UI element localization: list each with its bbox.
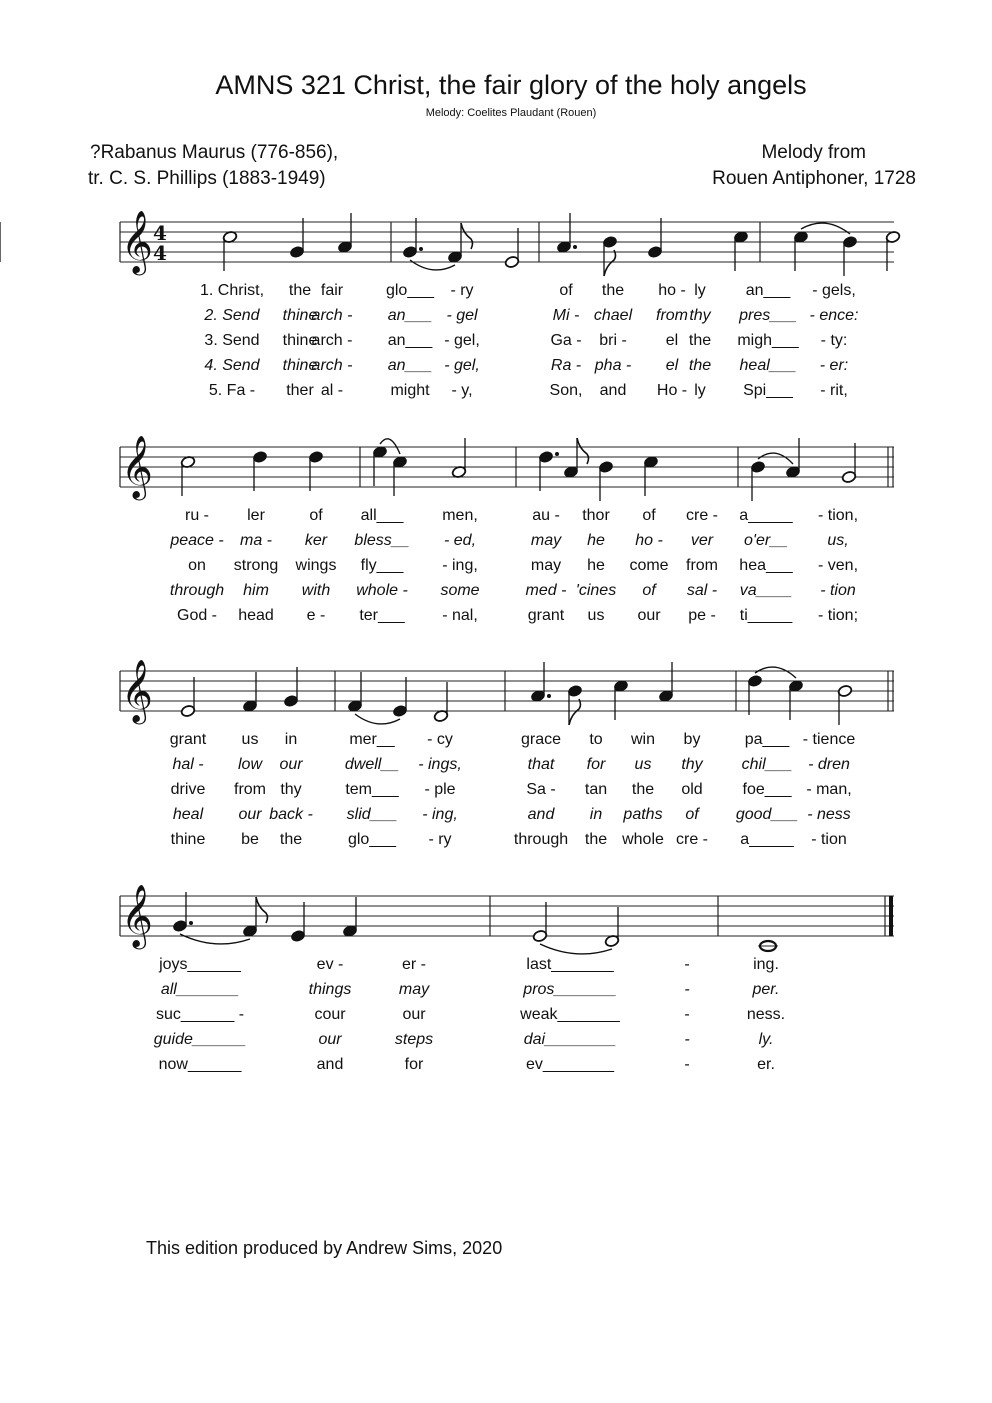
lyric-syllable: may bbox=[530, 557, 562, 574]
lyric-syllable: heal bbox=[172, 806, 204, 823]
music-credit-line-1: Melody from bbox=[761, 142, 866, 163]
eighth-flag bbox=[577, 438, 589, 464]
lyric-syllable: e - bbox=[306, 607, 326, 624]
lyric-syllable: us bbox=[241, 731, 259, 748]
lyric-syllable: the bbox=[584, 831, 608, 848]
lyric-syllable: 5. Fa - bbox=[208, 382, 256, 399]
treble-clef-icon: 𝄞 bbox=[121, 435, 153, 498]
lyric-syllable: the bbox=[601, 282, 625, 299]
lyric-syllable: - gel, bbox=[444, 357, 480, 374]
lyric-syllable: and bbox=[599, 382, 627, 399]
lyric-syllable: hea___ bbox=[739, 557, 793, 574]
lyric-syllable: - ry bbox=[450, 282, 474, 299]
lyric-syllable: our bbox=[318, 1031, 342, 1048]
lyric-syllable: sal - bbox=[686, 582, 718, 599]
lyric-syllable: ly. bbox=[758, 1031, 774, 1048]
lyric-syllable: - ing, bbox=[442, 557, 478, 574]
augmentation-dot bbox=[555, 452, 559, 456]
lyric-syllable: glo___ bbox=[347, 831, 397, 848]
lyric-syllable: el bbox=[665, 332, 679, 349]
lyric-syllable: thy bbox=[681, 756, 703, 773]
lyric-syllable: thy bbox=[689, 307, 711, 324]
lyric-syllable: ho - bbox=[635, 532, 663, 549]
lyric-syllable: grant bbox=[527, 607, 565, 624]
lyric-syllable: in bbox=[284, 731, 298, 748]
lyric-syllable: Ga - bbox=[550, 332, 582, 349]
lyric-syllable: our bbox=[238, 806, 262, 823]
lyric-syllable: 1. Christ, bbox=[199, 282, 265, 299]
lyric-syllable: - tion, bbox=[817, 507, 859, 524]
treble-clef-icon: 𝄞 bbox=[121, 210, 153, 273]
lyric-syllable: from bbox=[656, 307, 688, 324]
lyric-syllable: last_______ bbox=[526, 956, 614, 973]
lyric-syllable: come bbox=[629, 557, 669, 574]
lyric-syllable: he bbox=[587, 532, 605, 549]
lyric-syllable: peace - bbox=[170, 532, 224, 549]
lyric-syllable: for bbox=[586, 756, 606, 773]
music-credit-line-2: Rouen Antiphoner, 1728 bbox=[712, 168, 916, 189]
lyric-syllable: thy bbox=[280, 781, 302, 798]
lyric-syllable: pa___ bbox=[744, 731, 790, 748]
lyric-syllable: men, bbox=[442, 507, 478, 524]
lyric-syllable: ing. bbox=[753, 956, 779, 973]
lyric-syllable: some bbox=[440, 582, 480, 599]
staff-system-3 bbox=[0, 641, 992, 741]
lyric-syllable: weak_______ bbox=[520, 1006, 620, 1023]
lyric-syllable: cre - bbox=[676, 831, 708, 848]
lyric-syllable: pres___ bbox=[739, 307, 797, 324]
lyric-syllable: wings bbox=[295, 557, 337, 574]
lyric-syllable: - gel bbox=[446, 307, 478, 324]
lyric-syllable: - nal, bbox=[442, 607, 478, 624]
lyric-syllable: med - bbox=[525, 582, 567, 599]
lyric-syllable: er - bbox=[402, 956, 426, 973]
lyric-syllable: and bbox=[527, 806, 555, 823]
lyric-syllable: with bbox=[301, 582, 331, 599]
lyric-syllable: ver bbox=[690, 532, 714, 549]
lyric-syllable: and bbox=[316, 1056, 344, 1073]
lyric-syllable: tem___ bbox=[345, 781, 399, 798]
lyric-syllable: bri - bbox=[599, 332, 627, 349]
lyric-syllable: ther bbox=[286, 382, 314, 399]
lyric-syllable: by bbox=[683, 731, 701, 748]
lyric-syllable: glo___ bbox=[385, 282, 435, 299]
slur bbox=[355, 714, 400, 724]
lyric-syllable: an___ bbox=[387, 332, 433, 349]
lyric-syllable: - bbox=[684, 981, 690, 998]
lyric-syllable: - bbox=[684, 1031, 690, 1048]
words-credit-line-2: tr. C. S. Phillips (1883-1949) bbox=[88, 168, 326, 189]
lyric-syllable: Spi___ bbox=[743, 382, 793, 399]
lyric-syllable: cour bbox=[314, 1006, 346, 1023]
lyric-syllable: might bbox=[390, 382, 430, 399]
staff-system-1 bbox=[0, 192, 992, 292]
lyric-syllable: of bbox=[559, 282, 573, 299]
lyric-syllable: 4. Send bbox=[204, 357, 260, 374]
lyric-syllable: on bbox=[188, 557, 206, 574]
lyric-syllable: va____ bbox=[739, 582, 793, 599]
lyric-syllable: al - bbox=[320, 382, 344, 399]
lyric-syllable: slid___ bbox=[346, 806, 398, 823]
lyric-syllable: thine bbox=[282, 307, 318, 324]
lyric-syllable: grace bbox=[520, 731, 562, 748]
lyric-syllable: in bbox=[589, 806, 603, 823]
lyric-syllable: God - bbox=[176, 607, 218, 624]
augmentation-dot bbox=[573, 245, 577, 249]
lyric-syllable: joys______ bbox=[159, 956, 241, 973]
lyric-syllable: - ed, bbox=[443, 532, 477, 549]
lyric-syllable: that bbox=[527, 756, 555, 773]
lyric-syllable: 3. Send bbox=[204, 332, 260, 349]
lyric-syllable: Ho - bbox=[656, 382, 688, 399]
lyric-syllable: an___ bbox=[387, 357, 433, 374]
lyric-syllable: cre - bbox=[686, 507, 718, 524]
eighth-flag bbox=[256, 897, 268, 923]
lyric-syllable: of bbox=[685, 806, 699, 823]
lyric-syllable: - ty: bbox=[820, 332, 848, 349]
lyric-syllable: grant bbox=[169, 731, 207, 748]
lyric-syllable: suc______ - bbox=[155, 1006, 245, 1023]
lyric-syllable: he bbox=[587, 557, 605, 574]
lyric-syllable: ru - bbox=[185, 507, 209, 524]
lyric-syllable: arch - bbox=[311, 307, 353, 324]
lyric-syllable: for bbox=[404, 1056, 424, 1073]
lyric-syllable: ler bbox=[247, 507, 265, 524]
lyric-syllable: low bbox=[237, 756, 263, 773]
lyric-syllable: old bbox=[681, 781, 703, 798]
lyric-syllable: us, bbox=[827, 532, 849, 549]
lyric-syllable: ly bbox=[694, 382, 706, 399]
lyric-syllable: - man, bbox=[806, 781, 852, 798]
lyric-syllable: - ing, bbox=[422, 806, 458, 823]
lyric-syllable: whole bbox=[622, 831, 664, 848]
lyric-syllable: paths bbox=[623, 806, 663, 823]
lyric-syllable: - ence: bbox=[809, 307, 859, 324]
lyric-syllable: dai________ bbox=[523, 1031, 617, 1048]
lyric-syllable: the bbox=[279, 831, 303, 848]
lyric-syllable: an___ bbox=[745, 282, 791, 299]
augmentation-dot bbox=[547, 694, 551, 698]
lyric-syllable: - bbox=[684, 1056, 690, 1073]
tune-subtitle: Melody: Coelites Plaudant (Rouen) bbox=[425, 107, 597, 119]
lyric-syllable: foe___ bbox=[742, 781, 792, 798]
lyric-syllable: ker bbox=[304, 532, 328, 549]
lyric-syllable: from bbox=[686, 557, 718, 574]
slur bbox=[540, 944, 612, 954]
words-credit-line-1: ?Rabanus Maurus (776-856), bbox=[90, 142, 339, 163]
lyric-syllable: arch - bbox=[311, 357, 353, 374]
lyric-syllable: ti_____ bbox=[739, 607, 793, 624]
lyric-syllable: - dren bbox=[808, 756, 850, 773]
treble-clef-icon: 𝄞 bbox=[121, 884, 153, 947]
lyric-syllable: pha - bbox=[594, 357, 632, 374]
lyric-syllable: ho - bbox=[658, 282, 686, 299]
staff-system-2 bbox=[0, 417, 992, 517]
lyric-syllable: him bbox=[243, 582, 269, 599]
lyric-syllable: guide______ bbox=[153, 1031, 247, 1048]
lyric-syllable: chael bbox=[593, 307, 633, 324]
lyric-syllable: an___ bbox=[387, 307, 433, 324]
lyric-syllable: the bbox=[688, 332, 712, 349]
lyric-syllable: Mi - bbox=[552, 307, 580, 324]
lyric-syllable: through bbox=[513, 831, 569, 848]
lyric-syllable: au - bbox=[532, 507, 560, 524]
lyric-syllable: 'cines bbox=[575, 582, 617, 599]
lyric-syllable: - tion bbox=[811, 831, 847, 848]
lyric-syllable: dwell__ bbox=[344, 756, 400, 773]
lyric-syllable: the bbox=[688, 357, 712, 374]
lyric-syllable: thine bbox=[170, 831, 206, 848]
augmentation-dot bbox=[419, 247, 423, 251]
lyric-syllable: ness. bbox=[746, 1006, 786, 1023]
time-signature-bottom: 4 bbox=[153, 241, 167, 265]
lyric-syllable: - ings, bbox=[418, 756, 462, 773]
lyric-syllable: - gels, bbox=[812, 282, 856, 299]
slur bbox=[758, 453, 793, 464]
lyric-syllable: the bbox=[288, 282, 312, 299]
lyric-syllable: good___ bbox=[735, 806, 799, 823]
lyric-syllable: - tion; bbox=[817, 607, 859, 624]
lyric-syllable: our bbox=[402, 1006, 426, 1023]
lyric-syllable: - er: bbox=[819, 357, 849, 374]
lyric-syllable: - tion bbox=[820, 582, 856, 599]
lyric-syllable: - rit, bbox=[820, 382, 848, 399]
eighth-flag bbox=[569, 699, 581, 725]
lyric-syllable: may bbox=[530, 532, 562, 549]
lyric-syllable: ter___ bbox=[359, 607, 405, 624]
lyric-syllable: whole - bbox=[356, 582, 408, 599]
lyric-syllable: - ness bbox=[807, 806, 851, 823]
lyric-syllable: back - bbox=[269, 806, 313, 823]
lyric-syllable: fair bbox=[320, 282, 344, 299]
staff-system-4 bbox=[0, 866, 992, 966]
lyric-syllable: - cy bbox=[427, 731, 453, 748]
lyric-syllable: chil___ bbox=[741, 756, 793, 773]
lyric-syllable: - gel, bbox=[444, 332, 480, 349]
lyric-syllable: from bbox=[234, 781, 266, 798]
page-title: AMNS 321 Christ, the fair glory of the holy angels bbox=[215, 70, 807, 100]
lyric-syllable: our bbox=[279, 756, 303, 773]
lyric-syllable: mer__ bbox=[349, 731, 395, 748]
lyric-syllable: - y, bbox=[451, 382, 473, 399]
lyric-syllable: pros_______ bbox=[523, 981, 617, 998]
lyric-syllable: steps bbox=[394, 1031, 434, 1048]
final-barline-thick bbox=[889, 896, 893, 936]
lyric-syllable: bless__ bbox=[354, 532, 410, 549]
lyric-syllable: win bbox=[630, 731, 656, 748]
lyric-syllable: drive bbox=[170, 781, 206, 798]
lyric-syllable: pe - bbox=[688, 607, 716, 624]
lyric-syllable: hal - bbox=[172, 756, 204, 773]
lyric-syllable: ev - bbox=[316, 956, 344, 973]
lyric-syllable: Sa - bbox=[526, 781, 556, 798]
edition-credit: This edition produced by Andrew Sims, 2020 bbox=[146, 1238, 503, 1258]
lyric-syllable: thine bbox=[282, 332, 318, 349]
lyric-syllable: per. bbox=[752, 981, 780, 998]
lyric-syllable: - bbox=[684, 956, 690, 973]
lyric-syllable: our bbox=[637, 607, 661, 624]
lyric-syllable: to bbox=[589, 731, 603, 748]
lyric-syllable: strong bbox=[233, 557, 279, 574]
slur bbox=[755, 667, 796, 678]
lyric-syllable: ma - bbox=[240, 532, 272, 549]
lyric-syllable: thor bbox=[582, 507, 610, 524]
lyric-syllable: heal___ bbox=[739, 357, 797, 374]
lyric-syllable: Ra - bbox=[550, 357, 582, 374]
lyric-syllable: el bbox=[665, 357, 679, 374]
lyric-syllable: of bbox=[642, 582, 656, 599]
lyric-syllable: of bbox=[642, 507, 656, 524]
lyric-syllable: - tience bbox=[802, 731, 856, 748]
lyric-syllable: er. bbox=[757, 1056, 775, 1073]
lyric-syllable: all_______ bbox=[160, 981, 240, 998]
lyric-syllable: all___ bbox=[360, 507, 404, 524]
lyric-syllable: arch - bbox=[311, 332, 353, 349]
lyric-syllable: migh___ bbox=[737, 332, 799, 349]
lyric-syllable: fly___ bbox=[360, 557, 404, 574]
lyric-syllable: may bbox=[398, 981, 430, 998]
lyric-syllable: tan bbox=[584, 781, 608, 798]
lyric-syllable: now______ bbox=[158, 1056, 242, 1073]
treble-clef-icon: 𝄞 bbox=[121, 659, 153, 722]
lyric-syllable: 2. Send bbox=[204, 307, 260, 324]
lyric-syllable: ev________ bbox=[525, 1056, 615, 1073]
lyric-syllable: thine bbox=[282, 357, 318, 374]
eighth-flag bbox=[461, 223, 473, 249]
lyric-syllable: ly bbox=[694, 282, 706, 299]
lyric-syllable: through bbox=[169, 582, 225, 599]
lyric-syllable: head bbox=[238, 607, 274, 624]
lyric-syllable: be bbox=[241, 831, 259, 848]
lyric-syllable: of bbox=[309, 507, 323, 524]
lyric-syllable: a_____ bbox=[740, 831, 794, 848]
lyric-syllable: Son, bbox=[549, 382, 583, 399]
lyric-syllable: us bbox=[634, 756, 652, 773]
lyric-syllable: o'er__ bbox=[744, 532, 788, 549]
lyric-syllable: - bbox=[684, 1006, 690, 1023]
lyric-syllable: the bbox=[631, 781, 655, 798]
lyric-syllable: a_____ bbox=[739, 507, 793, 524]
lyric-syllable: - ven, bbox=[817, 557, 859, 574]
time-signature-top: 4 bbox=[153, 221, 167, 245]
augmentation-dot bbox=[189, 921, 193, 925]
lyric-syllable: us bbox=[587, 607, 605, 624]
lyric-syllable: - ry bbox=[428, 831, 452, 848]
lyric-syllable: things bbox=[308, 981, 352, 998]
eighth-flag bbox=[604, 250, 616, 276]
lyric-syllable: - ple bbox=[424, 781, 456, 798]
